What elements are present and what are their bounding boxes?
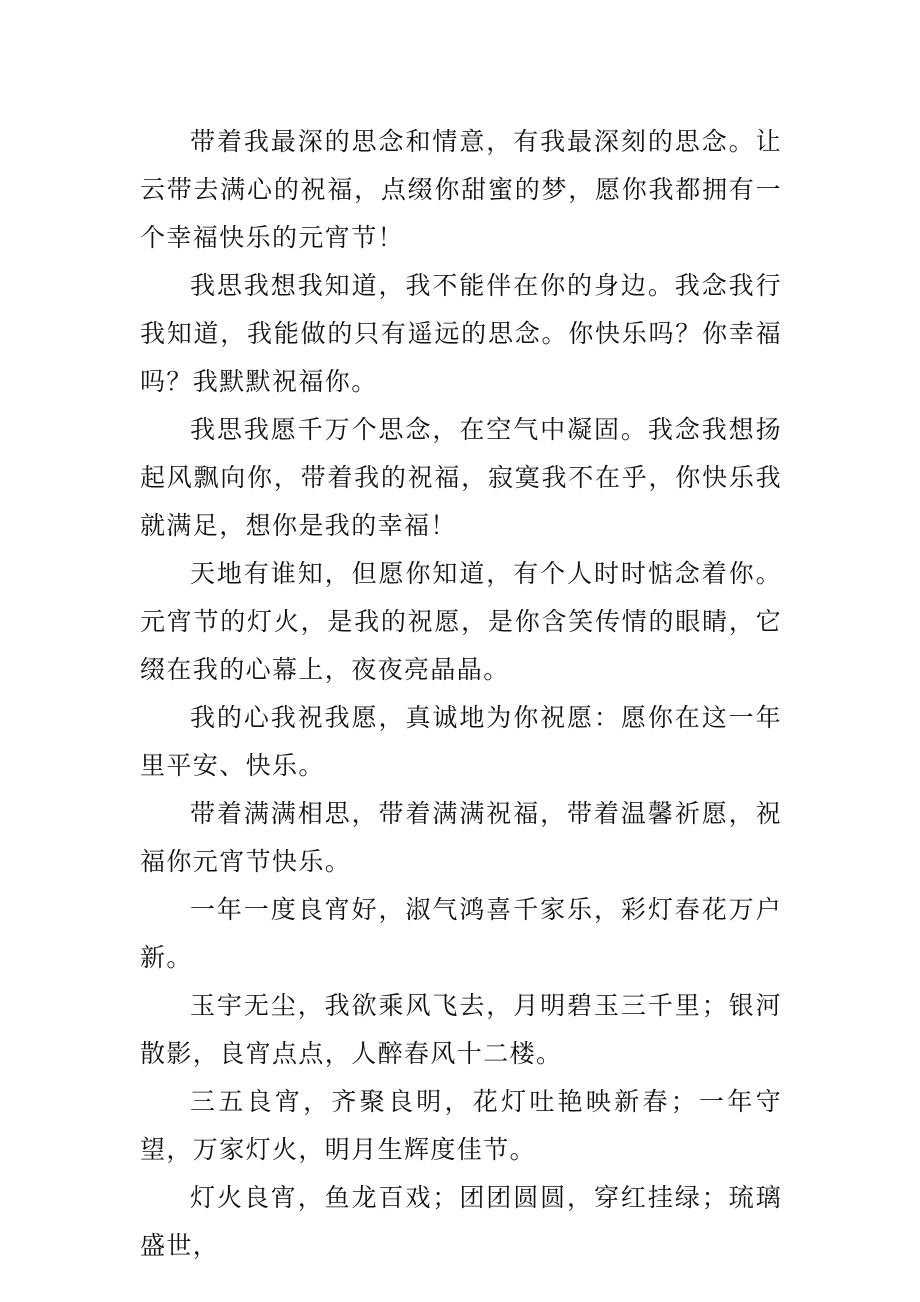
paragraph-5: 我的心我祝我愿，真诚地为你祝愿：愿你在这一年里平安、快乐。 [140,703,782,780]
paragraph-4: 天地有谁知，但愿你知道，有个人时时惦念着你。元宵节的灯火，是我的祝愿，是你含笑传情的眼睛，它缀在我的心幕上，夜夜亮晶晶。 [140,559,782,684]
paragraph-8: 玉宇无尘，我欲乘风飞去，月明碧玉三千里；银河散影，良宵点点，人醉春风十二楼。 [140,991,782,1068]
paragraph-7: 一年一度良宵好，淑气鸿喜千家乐，彩灯春花万户新。 [140,895,782,972]
paragraph-3: 我思我愿千万个思念，在空气中凝固。我念我想扬起风飘向你，带着我的祝福，寂寞我不在乎，你快乐我就满足，想你是我的幸福！ [140,415,782,540]
paragraph-9: 三五良宵，齐聚良明，花灯吐艳映新春；一年守望，万家灯火，明月生辉度佳节。 [140,1087,782,1164]
paragraph-6: 带着满满相思，带着满满祝福，带着温馨祈愿，祝福你元宵节快乐。 [140,799,782,876]
paragraph-10: 灯火良宵，鱼龙百戏；团团圆圆，穿红挂绿；琉璃盛世， [140,1183,782,1260]
document-body [140,118,782,1270]
paragraph-1: 带着我最深的思念和情意，有我最深刻的思念。让云带去满心的祝福，点缀你甜蜜的梦，愿你我都拥有一个幸福快乐的元宵节！ [140,127,782,252]
paragraph-2: 我思我想我知道，我不能伴在你的身边。我念我行我知道，我能做的只有遥远的思念。你快乐吗？你幸福吗？我默默祝福你。 [140,271,782,396]
